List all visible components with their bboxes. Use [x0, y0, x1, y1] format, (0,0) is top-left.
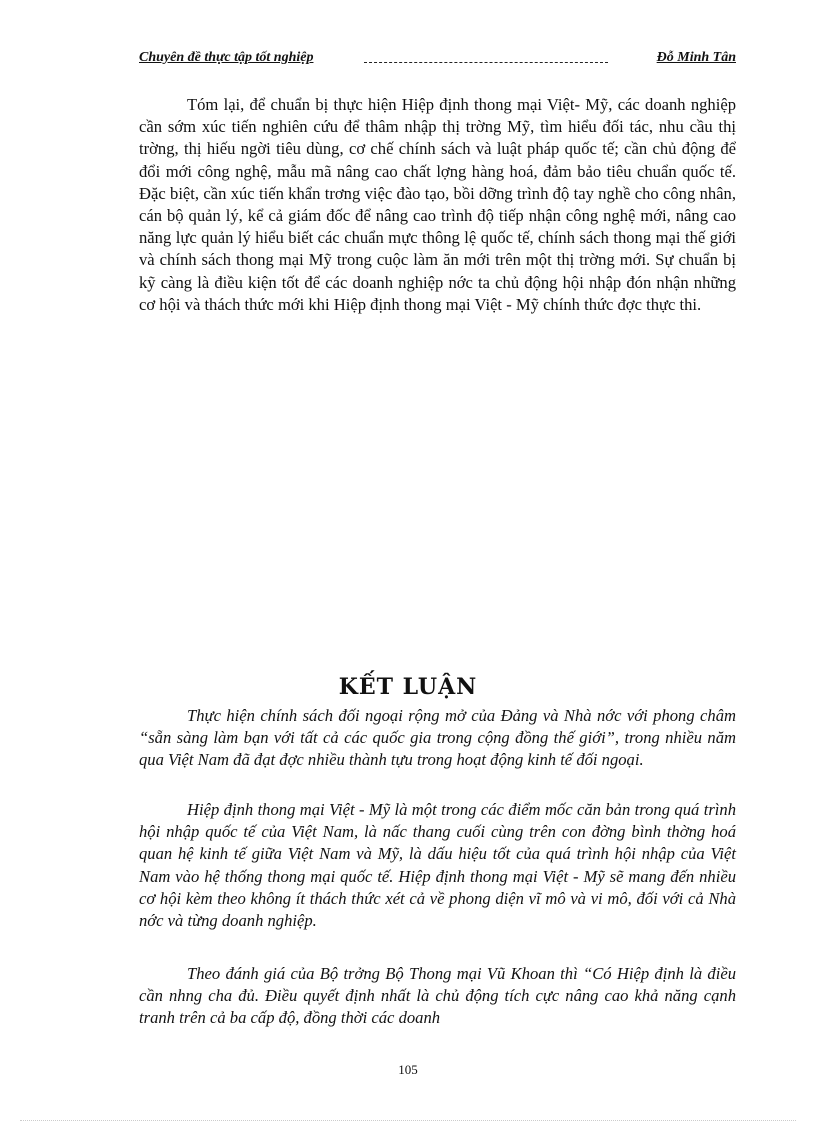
conclusion-title: KẾT LUẬN	[338, 674, 478, 700]
conclusion-paragraph-2: Hiệp định thong mại Việt - Mỹ là một trong các điểm mốc căn bản trong quá trình hội nhập quốc tế của Việt Nam, là nấc thang cuối cùng trên con đờng bình thờng hoá quan hệ kinh tế giữa Việt Nam và Mỹ, là dấu hiệu tốt của quá trình hội nhập của Việt Nam vào hệ thống thong mại quốc tế. Hiệp định thong mại Việt - Mỹ sẽ mang đến nhiều cơ hội kèm theo không ít thách thức xét cả về phong diện vĩ mô và vi mô, đối với cả Nhà nớc và từng doanh nghiệp.	[139, 800, 736, 931]
conclusion-paragraph-3: Theo đánh giá của Bộ trởng Bộ Thong mại Vũ Khoan thì “Có Hiệp định là điều cần nhng cha đủ. Điều quyết định nhất là chủ động tích cực nâng cao khả năng cạnh tranh trên cả ba cấp độ, đồng thời các doanh	[139, 964, 736, 1028]
page-header	[139, 48, 736, 70]
page-bottom-border	[20, 1120, 796, 1121]
page-number: 105	[398, 1062, 418, 1077]
header-topic: Chuyên đề thực tập tốt nghiệp	[139, 50, 314, 65]
summary-paragraph: Tóm lại, để chuẩn bị thực hiện Hiệp định thong mại Việt- Mỹ, các doanh nghiệp cần sớm xúc tiến nghiên cứu để thâm nhập thị trờng Mỹ, tìm hiểu đối tác, nhu cầu thị trờng, thị hiếu ngời tiêu dùng, cơ chế chính sách và luật pháp quốc tế; cần chủ động để đổi mới công nghệ, mẫu mã nâng cao chất lợng hàng hoá, đảm bảo tiêu chuẩn quốc tế. Đặc biệt, cần xúc tiến khẩn trơng việc đào tạo, bồi dỡng trình độ tay nghề cho công nhân, cán bộ quản lý, kể cả giám đốc để nâng cao trình độ tiếp nhận công nghệ mới, nâng cao năng lực quản lý hiểu biết các chuẩn mực thông lệ quốc tế, chính sách thong mại thế giới và chính sách thong mại Mỹ trong cuộc làm ăn mới trên một thị trờng mới. Sự chuẩn bị kỹ càng là điều kiện tốt để các doanh nghiệp nớc ta chủ động hội nhập đón nhận những cơ hội và thách thức mới khi Hiệp định thong mại Việt - Mỹ chính thức đợc thực thi.	[139, 95, 736, 314]
conclusion-paragraph-1: Thực hiện chính sách đối ngoại rộng mở của Đảng và Nhà nớc với phong châm “sẵn sàng làm bạn với tất cả các quốc gia trong cộng đồng thế giới”, trong nhiều năm qua Việt Nam đã đạt đợc nhiều thành tựu trong hoạt động kinh tế đối ngoại.	[139, 706, 736, 770]
header-author: Đỗ Minh Tân	[656, 50, 736, 65]
header-divider	[364, 62, 608, 63]
